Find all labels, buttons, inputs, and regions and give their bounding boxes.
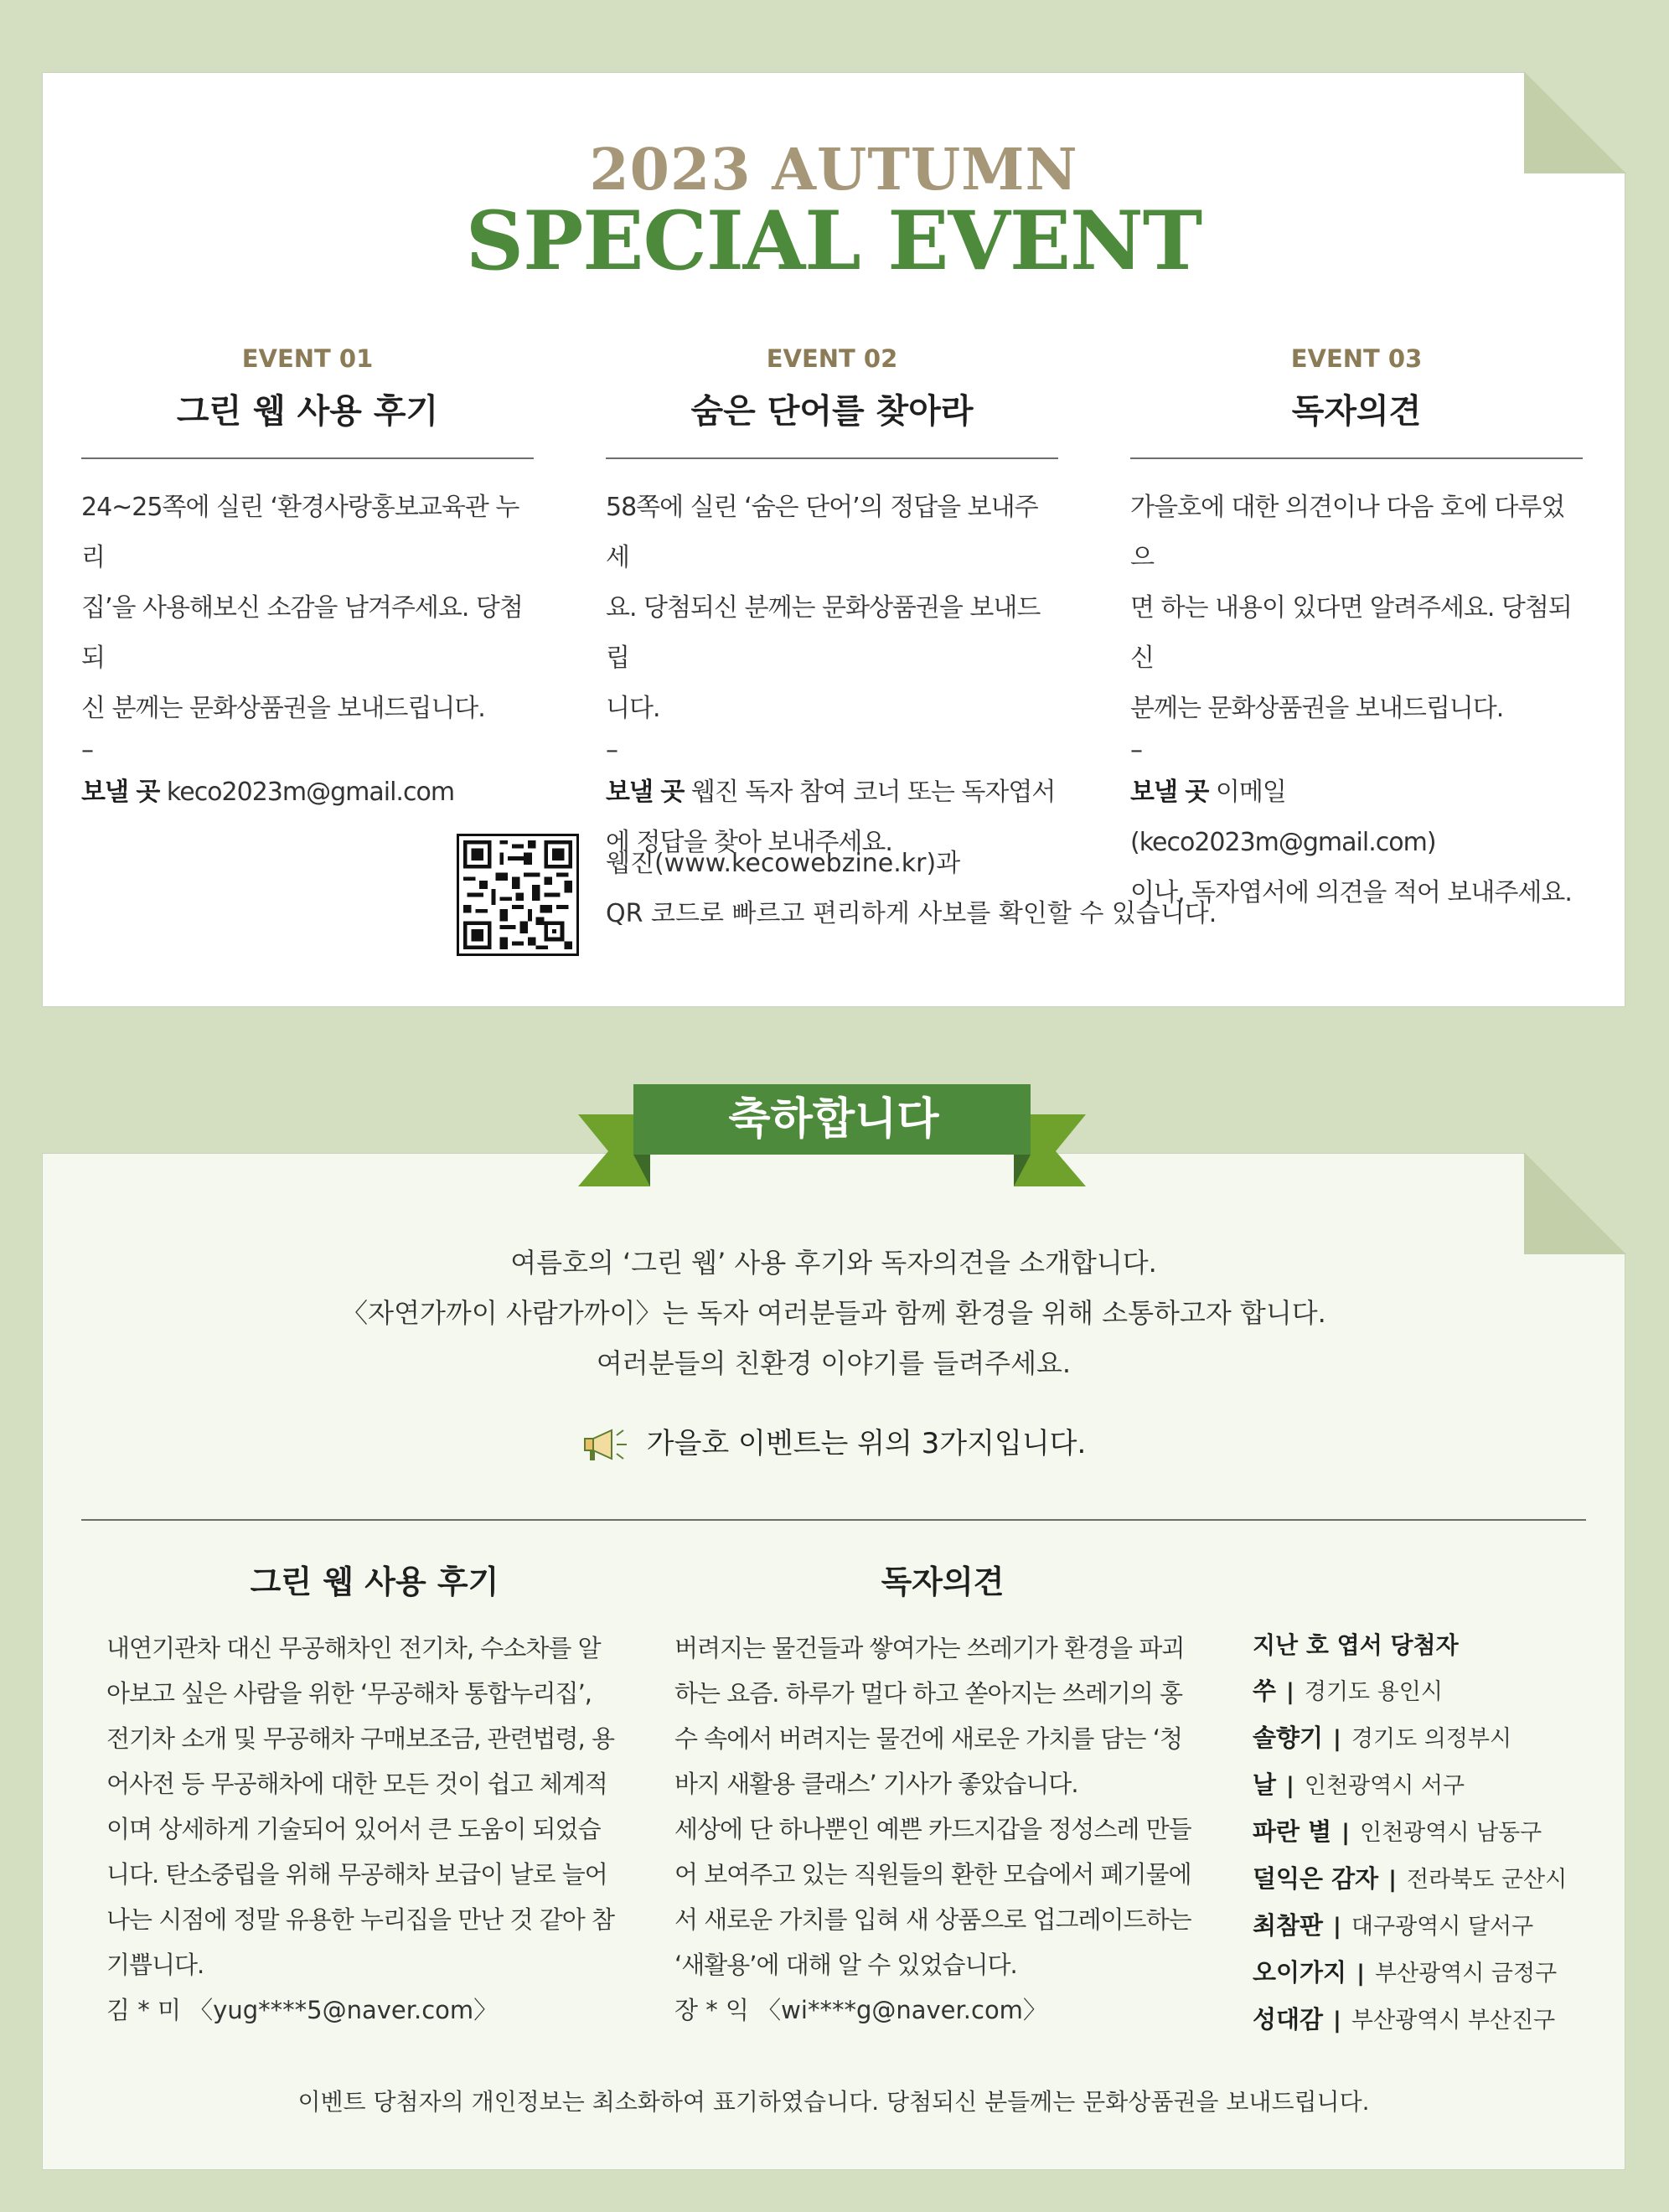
winner-row: [1253, 1856, 1621, 1903]
review-title: 독자의견: [881, 1563, 1005, 1600]
review-line: 어 보여주고 있는 직원들의 환한 모습에서 폐기물에: [674, 1860, 1191, 1889]
winner-separator: |: [1333, 1726, 1341, 1752]
winner-region: 부산광역시 부산진구: [1351, 2008, 1556, 2034]
qr-caption: [606, 839, 1217, 939]
review-line: 내연기관차 대신 무공해차인 전기차, 수소차를 알: [106, 1634, 601, 1662]
event-name: 그린 웹 사용 후기: [176, 392, 439, 431]
header-year: 2023 AUTUMN: [589, 137, 1078, 204]
event-body-line: 24~25쪽에 실린 ‘환경사랑홍보교육관 누리: [81, 493, 519, 572]
event-01: [81, 344, 534, 818]
winner-region: 인천광역시 서구: [1304, 1773, 1465, 1799]
review-line: 니다. 탄소중립을 위해 무공해차 보급이 날로 늘어: [106, 1860, 607, 1889]
send-address-cont: 이나, 독자엽서에 의견을 적어 보내주세요.: [1130, 878, 1572, 907]
header-title: SPECIAL EVENT: [465, 194, 1202, 288]
winners-title: 지난 호 엽서 당첨자: [1253, 1631, 1459, 1659]
event-body-line: 신 분께는 문화상품권을 보내드립니다.: [81, 694, 485, 723]
winners-list: [1253, 1623, 1621, 2044]
event-03: [1130, 344, 1583, 918]
intro-line: 〈자연가까이 사람가까이〉는 독자 여러분들과 함께 환경을 위해 소통하고자 합니다.: [341, 1297, 1326, 1329]
event-send: [81, 767, 534, 818]
review-line: 전기차 소개 및 무공해차 구매보조금, 관련법령, 용: [106, 1724, 615, 1753]
section-divider: [81, 1519, 1586, 1521]
megaphone-icon: [581, 1425, 635, 1465]
event-number: EVENT 02: [766, 344, 898, 373]
event-body-line: 요. 당첨되신 분께는 문화상품권을 보내드립: [606, 593, 1041, 673]
winner-row: [1253, 1762, 1621, 1809]
review-line: 수 속에서 버려지는 물건에 새로운 가치를 담는 ‘청: [674, 1724, 1183, 1753]
review-line: 바지 새활용 클래스’ 기사가 좋았습니다.: [674, 1770, 1078, 1798]
review-line: 나는 시점에 정말 유용한 누리집을 만난 것 같아 참: [106, 1905, 615, 1934]
notice-text: 가을호 이벤트는 위의 3가지입니다.: [646, 1427, 1087, 1460]
send-address: keco2023m@gmail.com: [159, 778, 455, 807]
winner-name: 덜익은 감자: [1253, 1864, 1379, 1893]
winner-region: 전라북도 군산시: [1407, 1867, 1568, 1893]
winner-row: [1253, 1668, 1621, 1715]
winner-separator: |: [1333, 2008, 1341, 2034]
event-body-line: 면 하는 내용이 있다면 알려주세요. 당첨되신: [1130, 593, 1572, 673]
send-label: 보낼 곳: [81, 778, 160, 807]
event-number: EVENT 01: [241, 344, 374, 373]
review-line: 세상에 단 하나뿐인 예쁜 카드지갑을 정성스레 만들: [674, 1815, 1191, 1843]
event-dash: –: [81, 736, 94, 765]
event-name: 독자의견: [1291, 392, 1422, 431]
winner-separator: |: [1286, 1773, 1294, 1799]
review-line: 이며 상세하게 기술되어 있어서 큰 도움이 되었습: [106, 1815, 601, 1843]
winner-region: 경기도 의정부시: [1351, 1726, 1512, 1752]
event-divider: [81, 457, 534, 459]
review-body: [106, 1625, 643, 1987]
ribbon-label: 축하합니다: [728, 1094, 939, 1145]
winner-row: [1253, 1903, 1621, 1950]
intro-line: 여러분들의 친환경 이야기를 들려주세요.: [596, 1347, 1072, 1379]
winner-separator: |: [1333, 1914, 1341, 1940]
review-line: 버려지는 물건들과 쌓여가는 쓰레기가 환경을 파괴: [674, 1634, 1185, 1662]
review-line: 서 새로운 가치를 입혀 새 상품으로 업그레이드하는: [674, 1905, 1191, 1934]
review-line: 기쁩니다.: [106, 1951, 204, 1979]
event-body-line: 58쪽에 실린 ‘숨은 단어’의 정답을 보내주세: [606, 493, 1038, 572]
winner-name: 솔향기: [1253, 1724, 1324, 1752]
notice: [43, 1420, 1625, 1465]
event-name: 숨은 단어를 찾아라: [690, 392, 974, 431]
winner-region: 부산광역시 금정구: [1374, 1961, 1558, 1987]
event-dash: –: [606, 736, 618, 765]
review-green-web: [106, 1556, 643, 2033]
event-02: [606, 344, 1058, 868]
intro-text: [43, 1238, 1625, 1388]
footnote: 이벤트 당첨자의 개인정보는 최소화하여 표기하였습니다. 당첨되신 분들께는 문화상품권을 보내드립니다.: [297, 2088, 1370, 2116]
event-body-line: 분께는 문화상품권을 보내드립니다.: [1130, 694, 1504, 723]
winner-separator: |: [1286, 1679, 1294, 1705]
qr-caption-line: QR 코드로 빠르고 편리하게 사보를 확인할 수 있습니다.: [606, 899, 1217, 928]
review-line: 하는 요즘. 하루가 멀다 하고 쏟아지는 쓰레기의 홍: [674, 1679, 1183, 1708]
congrats-card: [42, 1153, 1625, 2170]
review-author: 김 * 미 〈yug****5@naver.com〉: [106, 1996, 499, 2024]
winner-row: [1253, 1809, 1621, 1856]
review-title: 그린 웹 사용 후기: [250, 1563, 499, 1600]
qr-caption-line: 웹진(www.kecowebzine.kr)과: [606, 849, 961, 878]
send-label: 보낼 곳: [606, 778, 685, 807]
review-reader-opinion: [674, 1556, 1211, 2033]
event-dash: –: [1130, 736, 1143, 765]
winner-region: 대구광역시 달서구: [1351, 1914, 1534, 1940]
winner-region: 경기도 용인시: [1304, 1679, 1443, 1705]
review-body: [674, 1625, 1211, 1987]
event-body: [1130, 483, 1583, 734]
event-divider: [1130, 457, 1583, 459]
event-number: EVENT 03: [1290, 344, 1423, 373]
event-body: [81, 483, 534, 734]
event-card: [42, 72, 1625, 1007]
event-body: [606, 483, 1058, 734]
winner-name: 날: [1253, 1770, 1277, 1799]
winner-name: 최참판: [1253, 1911, 1324, 1940]
event-body-line: 집’을 사용해보신 소감을 남겨주세요. 당첨되: [81, 593, 523, 673]
send-label: 보낼 곳: [1130, 778, 1209, 807]
event-body-line: 가을호에 대한 의견이나 다음 호에 다루었으: [1130, 493, 1565, 572]
review-line: 어사전 등 무공해차에 대한 모든 것이 쉽고 체계적: [106, 1770, 607, 1798]
winner-separator: |: [1356, 1961, 1365, 1987]
winner-row: [1253, 1715, 1621, 1762]
winner-name: 파란 별: [1253, 1817, 1332, 1846]
send-address: 이메일(keco2023m@gmail.com): [1130, 778, 1436, 857]
winner-separator: |: [1341, 1820, 1351, 1846]
winner-name: 오이가지: [1253, 1958, 1347, 1987]
intro-line: 여름호의 ‘그린 웹’ 사용 후기와 독자의견을 소개합니다.: [510, 1247, 1157, 1279]
winner-separator: |: [1388, 1867, 1398, 1893]
winner-row: [1253, 1997, 1621, 2044]
review-line: ‘새활용’에 대해 알 수 있었습니다.: [674, 1951, 1017, 1979]
winner-name: 성대감: [1253, 2005, 1324, 2034]
event-body-line: 니다.: [606, 694, 660, 723]
review-line: 아보고 싶은 사람을 위한 ‘무공해차 통합누리집’,: [106, 1679, 592, 1708]
winner-name: 쑤: [1253, 1677, 1277, 1705]
winner-region: 인천광역시 남동구: [1360, 1820, 1542, 1846]
event-divider: [606, 457, 1058, 459]
qr-code-icon[interactable]: [457, 834, 579, 956]
review-author: 장 * 익 〈wi****g@naver.com〉: [674, 1996, 1047, 2024]
send-address-cont: 에 정답을 찾아 보내주세요.: [606, 828, 892, 857]
send-address: 웹진 독자 참여 코너 또는 독자엽서: [684, 778, 1056, 807]
winner-row: [1253, 1950, 1621, 1997]
